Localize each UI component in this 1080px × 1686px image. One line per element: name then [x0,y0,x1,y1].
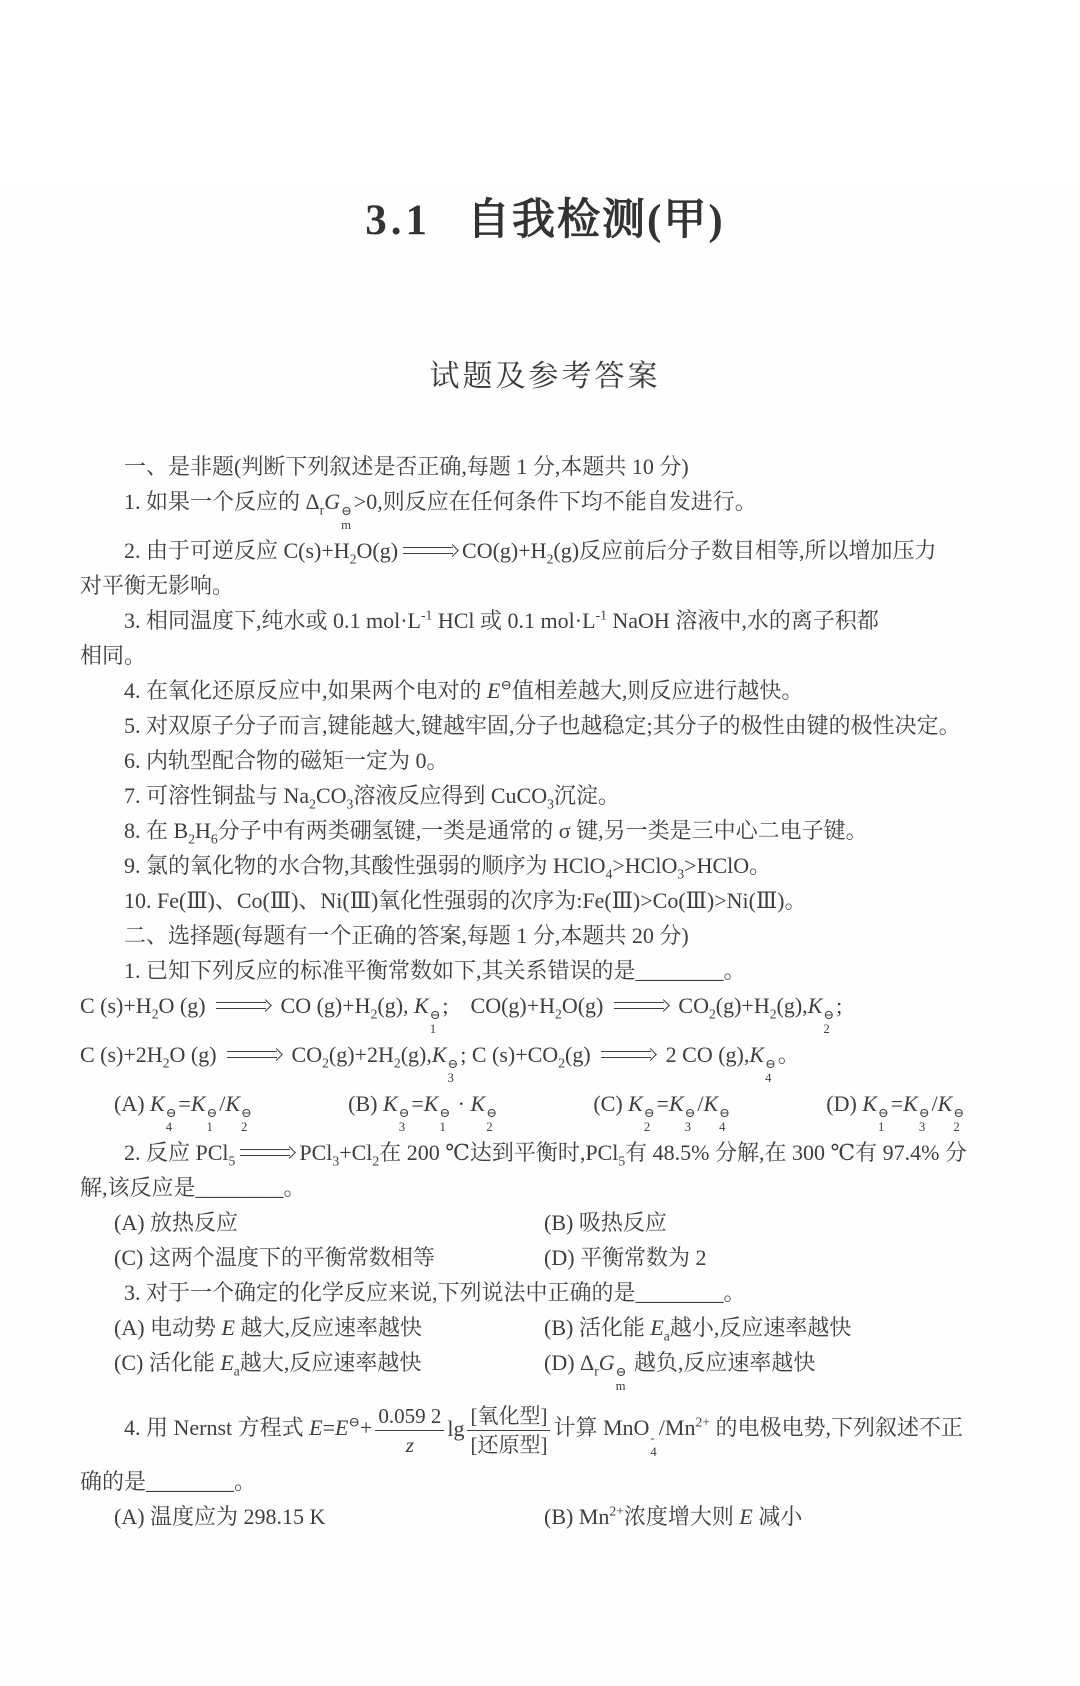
q4-option-b: (B) $Mn^{2+}$浓度增大则 E 减小 [544,1504,803,1530]
tf-item-5: 5. 对双原子分子而言,键能越大,键越牢固,分子也越稳定;其分子的极性由键的极性决定。 [124,712,961,738]
page-subtitle: 试题及参考答案 [429,360,661,393]
tf-item-2-cont: 对平衡无影响。 [80,572,235,598]
q2-stem: 2. 反应 PCl$_5$ $PCl_3+Cl_2$在 200 ℃达到平衡时,PCl$_5$有 48.5% 分解,在 300 ℃有 97.4% 分 [124,1139,967,1169]
q4-stem-text-2: 计算 MnO - 4 $/Mn^{2+}$ 的电极电势,下列叙述不正 [553,1415,963,1459]
q1-stem: 1. 已知下列反应的标准平衡常数如下,其关系错误的是________。 [124,957,746,983]
exam-content [80,449,1010,1534]
q3-option-b: (B) 活化能 $E_a$越小,反应速率越快 [544,1314,852,1344]
page [0,186,1080,1686]
q1-option-a: (A) K ⊖ 4 =K ⊖ 1 /K ⊖ 2 [114,1090,252,1134]
q3-option-a: (A) 电动势 E 越大,反应速率越快 [114,1314,423,1340]
q4-stem [80,1394,1010,1465]
chapter-number: 3.1 [365,197,432,244]
chapter-title: 自我检测(甲) [467,197,725,244]
q3-option-d: (D) $\Delta_rG$ ⊖ m 越负,反应速率越快 [544,1349,816,1393]
q2-option-c: (C) 这两个温度下的平衡常数相等 [114,1244,435,1270]
q4-stem-cont: 确的是________。 [80,1469,257,1495]
page-title [80,186,1010,247]
q1-option-c: (C) K ⊖ 2 =K ⊖ 3 /K ⊖ 4 [593,1090,730,1134]
q1-equations-1: C $(s)+H_2O$ (g) CO $(g)+H_2(g)$, K ⊖ 1 ; $CO(g)+H_2O(g)$ $CO_2(g)+H_2(g),K$ ⊖ 2 ; [80,992,843,1037]
part1-heading: 一、是非题(判断下列叙述是否正确,每题 1 分,本题共 10 分) [124,454,689,479]
part2-heading: 二、选择题(每题有一个正确的答案,每题 1 分,本题共 20 分) [124,922,689,948]
q4-option-a: (A) 温度应为 298.15 K [114,1504,326,1530]
q2-option-d: (D) 平衡常数为 2 [544,1244,707,1270]
tf-item-10: 10. Fe(Ⅲ)、Co(Ⅲ)、Ni(Ⅲ)氧化性强弱的次序为:Fe(Ⅲ)>Co(Ⅲ)>Ni(Ⅲ)。 [124,887,807,913]
q2-options-row-2 [80,1240,1010,1275]
q1-equations-2: C $(s)+2H_2O$ (g) $CO_2(g)+2H_2(g),K$ ⊖ 3 ; C $(s)+CO_2(g)$ 2 CO (g),K ⊖ 4 。 [80,1041,800,1086]
lg-operator: lg [447,1415,465,1441]
q3-option-c: (C) 活化能 $E_a$越大,反应速率越快 [114,1349,422,1379]
tf-item-3: 3. 相同温度下,纯水或 0.1 $mol\cdot L^{-1}$ HCl 或 0.1 $mol\cdot L^{-1}$ NaOH 溶液中,水的离子积都 [124,607,879,633]
tf-item-8: 8. 在 $B_2H_6$分子中有两类硼氢键,一类是通常的 σ 键,另一类是三中心二电子键。 [124,817,868,847]
tf-item-6: 6. 内轨型配合物的磁矩一定为 0。 [124,747,449,773]
q3-stem: 3. 对于一个确定的化学反应来说,下列说法中正确的是________。 [124,1279,746,1305]
q2-stem-cont: 解,该反应是________。 [80,1174,306,1200]
q3-options-row-1 [80,1310,1010,1345]
tf-item-2: 2. 由于可逆反应 $C(s)+H_2O(g)$ $CO(g)+H_2(g)$反应前后分子数目相等,所以增加压力 [124,537,937,567]
q3-options-row-2 [80,1345,1010,1394]
tf-item-9: 9. 氯的氧化物的水合物,其酸性强弱的顺序为 HClO$_4$>HClO$_3$>HClO。 [124,852,772,882]
q2-options-row-1 [80,1205,1010,1240]
tf-item-3-cont: 相同。 [80,642,147,668]
tf-item-4: 4. 在氧化还原反应中,如果两个电对的 E⊖值相差越大,则反应进行越快。 [124,677,804,703]
q1-option-b: (B) K ⊖ 3 =K ⊖ 1 · K ⊖ 2 [348,1090,497,1134]
q2-option-b: (B) 吸热反应 [544,1209,667,1235]
q1-options-row [80,1086,1010,1135]
q1-option-d: (D) K ⊖ 1 =K ⊖ 3 /K ⊖ 2 [826,1090,964,1134]
nernst-fraction-ratio: $\frac{\text{[氧化型]}}{\text{[还原型]}}$ [467,1403,550,1459]
q4-options-row [80,1499,1010,1534]
tf-item-7: 7. 可溶性铜盐与 $Na_2CO_3$溶液反应得到 CuCO$_3$沉淀。 [124,782,620,812]
q2-option-a: (A) 放热反应 [114,1209,239,1235]
tf-item-1: 1. 如果一个反应的 $\Delta_rG$ ⊖ m >0,则反应在任何条件下均不能自发进行。 [124,489,757,533]
q4-stem-text-1: 4. 用 Nernst 方程式 E=E⊖+ [124,1415,373,1441]
nernst-fraction-coefficient: $\frac{0.059 2}{z}$ [375,1403,444,1459]
